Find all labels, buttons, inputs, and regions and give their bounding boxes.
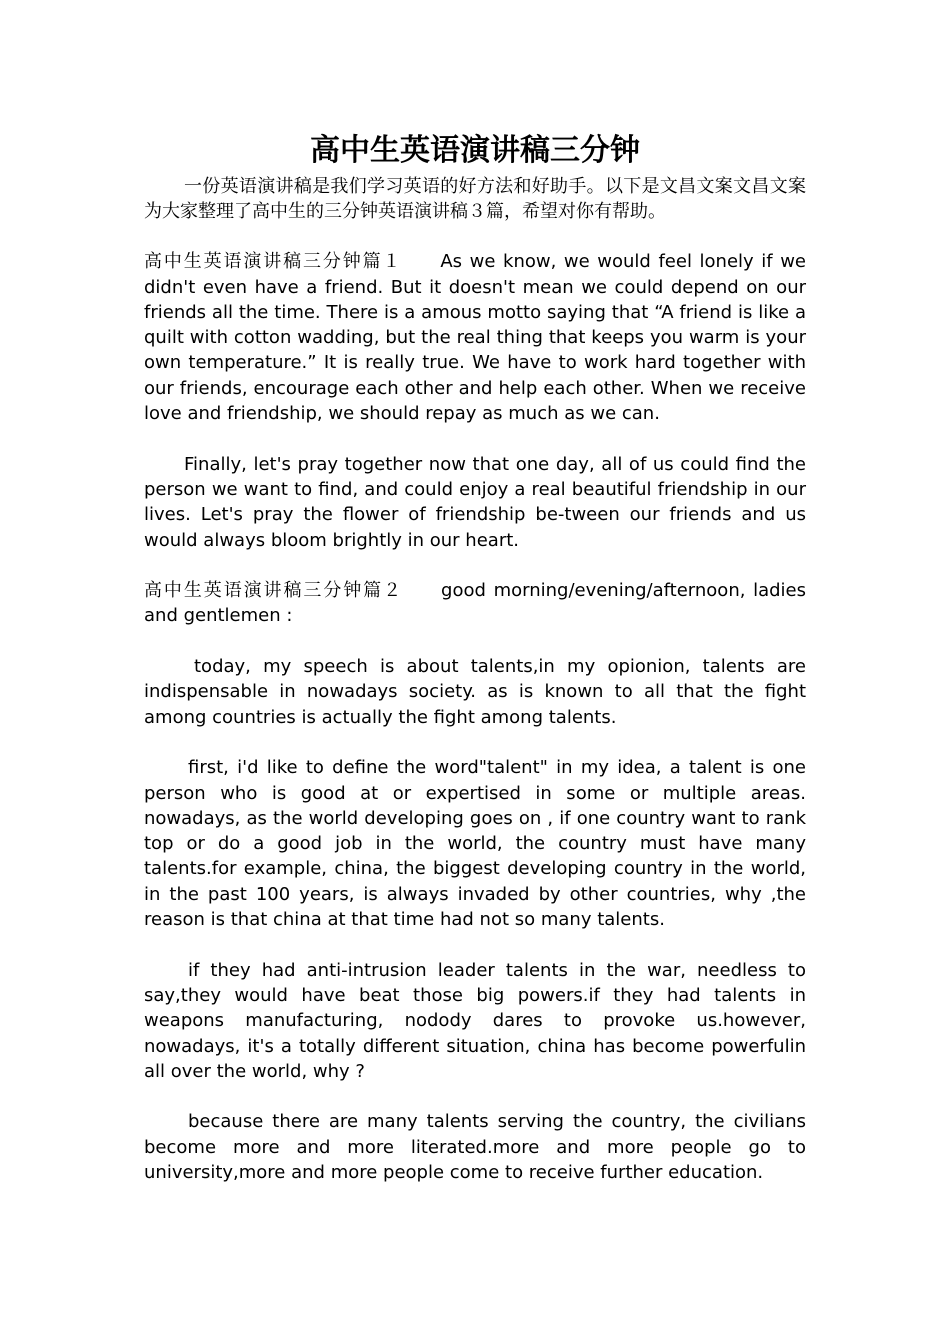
spacer: [144, 730, 806, 755]
section2-paragraph-4: if they had anti-intrusion leader talents in the war, needless to say,they would have beat those big powers.if they had talents in weapons manufacturing, nodody dares to provoke us.however, nowadays, it's a totally different situation, china has become powerfulin all over the world, why ?: [144, 959, 806, 1082]
intro-paragraph: 一份英语演讲稿是我们学习英语的好方法和好助手。以下是文昌文案文昌文案为大家整理了高中生的三分钟英语演讲稿３篇，希望对你有帮助。: [144, 176, 806, 222]
section2-label: 高中生英语演讲稿三分钟篇２: [144, 580, 404, 602]
spacer: [144, 1084, 806, 1109]
section2-text: good morning/evening/afternoon, ladies and gentlemen :: [144, 580, 807, 627]
document-title: 高中生英语演讲稿三分钟: [310, 133, 640, 168]
section1-text: As we know, we would feel lonely if we didn't even have a friend. But it doesn't mean we could depend on our friends all the time. There is a amous motto saying that “A friend is like a quilt with cotton wadding, but the real thing that keeps you warm is your own temperature.” It is really true. We have to work hard together with our friends, encourage each other and help each other. When we receive love and friendship, we should repay as much as we can.: [144, 251, 807, 425]
section2-paragraph-2: today, my speech is about talents,in my opionion, talents are indispensable in nowadays society. as is known to all that the fight among countries is actually the fight among talents.: [144, 656, 806, 728]
spacer: [144, 629, 806, 654]
spacer: [144, 553, 806, 578]
spacer: [144, 224, 806, 249]
spacer: [144, 932, 806, 957]
section2-paragraph-1: [144, 578, 806, 629]
section1-paragraph-1: [144, 249, 806, 426]
spacer: [144, 426, 806, 451]
section2-paragraph-5: because there are many talents serving the country, the civilians become more and more literated.more and more people go to university,more and more people come to receive further education.: [144, 1111, 806, 1183]
document-page: [144, 128, 806, 1185]
section1-paragraph-2: Finally, let's pray together now that one day, all of us could find the person we want to find, and could enjoy a real beautiful friendship in our lives. Let's pray the flower of friendship be-tween our friends and us would always bloom brightly in our heart.: [144, 453, 806, 551]
section1-label: 高中生英语演讲稿三分钟篇１: [144, 251, 403, 273]
section2-paragraph-3: first, i'd like to define the word"talent" in my idea, a talent is one person who is good at or expertised in some or multiple areas. nowadays, as the world developing goes on , if one country want to rank top or do a good job in the world, the country must have many talents.for example, china, the biggest developing country in the world, in the past 100 years, is always invaded by other countries, why ,the reason is that china at that time had not so many talents.: [144, 757, 806, 931]
